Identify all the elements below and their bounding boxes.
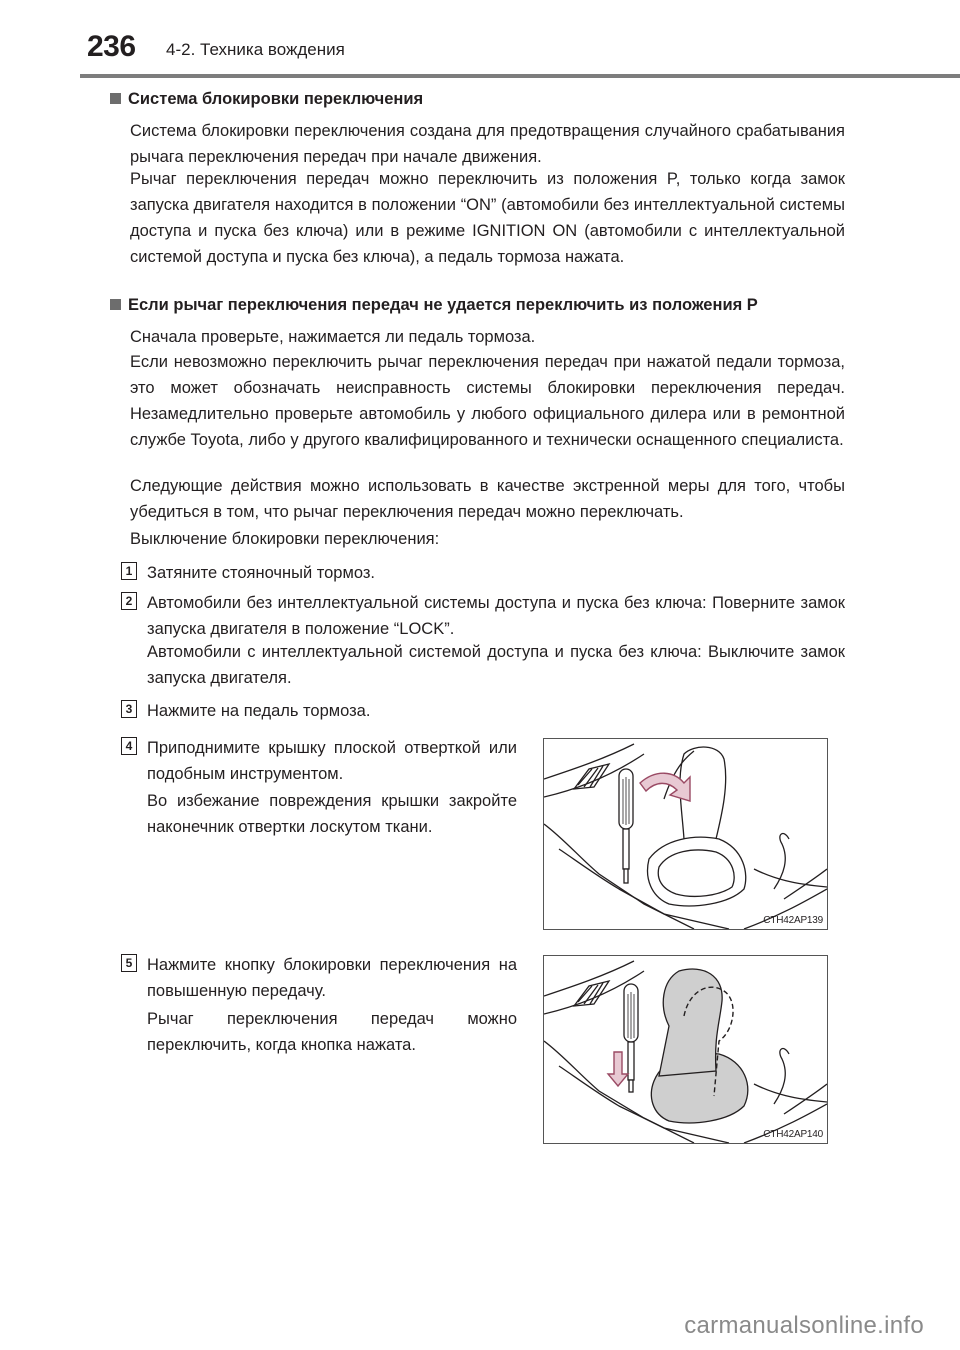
step-text: Нажмите кнопку блокировки переключения на повышенную передачу. bbox=[147, 956, 517, 1000]
page-header bbox=[0, 0, 960, 80]
step-number-badge: 2 bbox=[121, 592, 137, 610]
header-rule bbox=[80, 74, 960, 78]
step-text: Во избежание повреждения крышки закройте наконечник отвертки лоскутом ткани. bbox=[147, 792, 517, 836]
figure-caption: CTH42AP139 bbox=[763, 915, 823, 926]
paragraph: Рычаг переключения передач можно переключить из положения P, только когда замок запуска двигателя находится в положении “ON” (автомобили без интеллектуальной системы доступа и пуска без ключа) или в режиме IGNITION ON (автомобили с интеллектуальной системой доступа и пуска без ключа), а педаль тормоза нажата. bbox=[130, 170, 845, 266]
paragraph: Если невозможно переключить рычаг переключения передач при нажатой педали тормоза, это может обозначать неисправность системы блокировки переключения передач. Незамедлительно проверьте автомобиль у любого официального дилера или в ремонтной службе Toyota, либо у другого квалифицированного и технически оснащенного специалиста. bbox=[130, 353, 845, 449]
figure-lift-cover bbox=[543, 738, 828, 930]
step-number-badge: 5 bbox=[121, 954, 137, 972]
paragraph: Система блокировки переключения создана для предотвращения случайного срабатывания рычага переключения передач при начале движения. bbox=[130, 122, 845, 166]
section-title: 4-2. Техника вождения bbox=[166, 40, 345, 59]
figure-caption: CTH42AP140 bbox=[763, 1129, 823, 1140]
page-number: 236 bbox=[87, 30, 136, 63]
step-text: Автомобили с интеллектуальной системой доступа и пуска без ключа: Выключите замок запуска двигателя. bbox=[147, 643, 845, 687]
heading-lever-stuck: Если рычаг переключения передач не удается переключить из положения P bbox=[110, 296, 758, 315]
step-number-badge: 1 bbox=[121, 562, 137, 580]
heading-shift-lock-system: Система блокировки переключения bbox=[110, 90, 423, 109]
figure-press-button bbox=[543, 955, 828, 1144]
step-text: Затяните стояночный тормоз. bbox=[147, 564, 375, 582]
step-number-badge: 4 bbox=[121, 737, 137, 755]
step-text: Автомобили без интеллектуальной системы доступа и пуска без ключа: Поверните замок запуска двигателя в положение “LOCK”. bbox=[147, 594, 845, 638]
press-arrow-icon bbox=[608, 1052, 628, 1086]
paragraph: Выключение блокировки переключения: bbox=[130, 530, 440, 548]
shift-console-illustration bbox=[544, 739, 827, 929]
square-bullet-icon bbox=[110, 93, 121, 104]
step-text: Рычаг переключения передач можно переключить, когда кнопка нажата. bbox=[147, 1010, 517, 1054]
square-bullet-icon bbox=[110, 299, 121, 310]
paragraph: Следующие действия можно использовать в качестве экстренной меры для того, чтобы убедиться в том, что рычаг переключения передач можно переключать. bbox=[130, 477, 845, 521]
watermark: carmanualsonline.info bbox=[684, 1312, 924, 1339]
shift-console-illustration bbox=[544, 956, 827, 1143]
step-number-badge: 3 bbox=[121, 700, 137, 718]
step-text: Приподнимите крышку плоской отверткой или подобным инструментом. bbox=[147, 739, 517, 783]
step-text: Нажмите на педаль тормоза. bbox=[147, 702, 371, 720]
paragraph: Сначала проверьте, нажимается ли педаль тормоза. bbox=[130, 328, 536, 346]
